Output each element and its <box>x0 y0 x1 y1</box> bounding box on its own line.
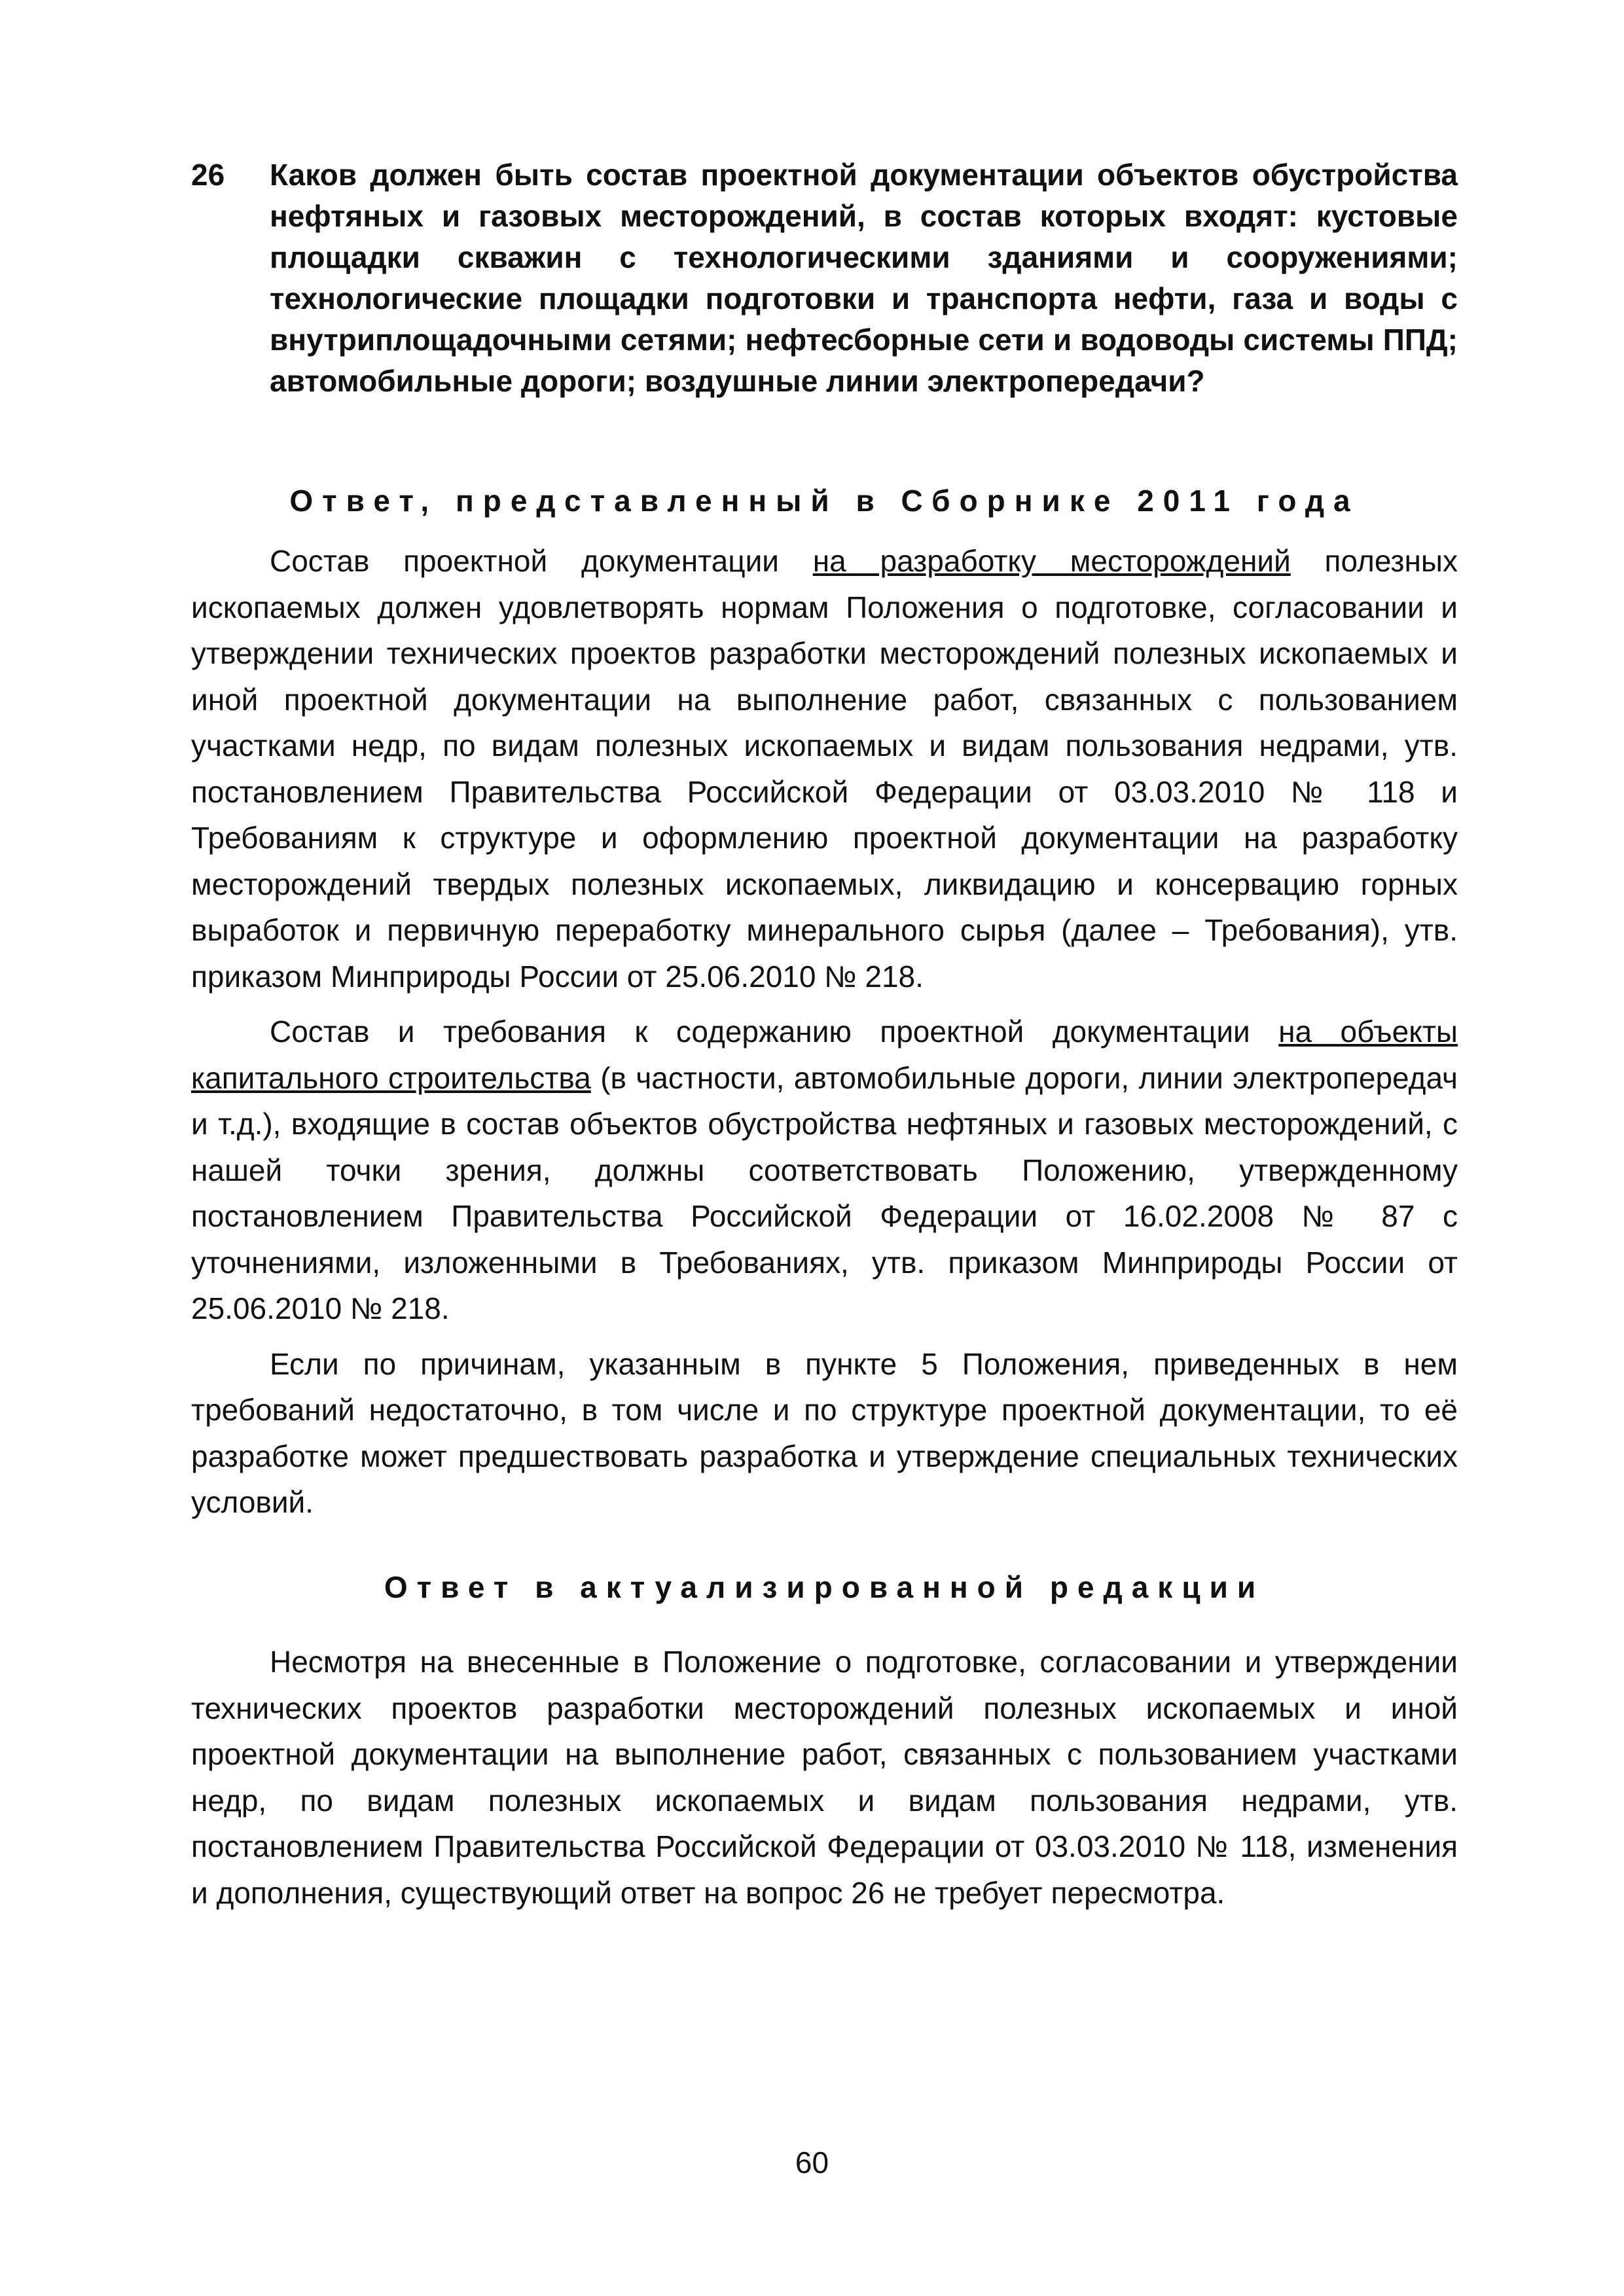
question-text: Каков должен быть состав проектной документации объектов обустройства нефтяных и газовых месторождений, в состав которых входят: кустовые площадки скважин с технологическими зданиями и сооружениями; технологические площадки подготовки и транспорта нефти, газа и воды с внутриплощадочными сетями; нефтесборные сети и водоводы системы ППД; автомобильные дороги; воздушные линии электропередачи? <box>270 158 1458 398</box>
paragraph <box>191 1009 1458 1332</box>
question-block <box>191 154 1458 402</box>
paragraph-text: полезных ископаемых должен удовлетворять нормам Положения о подготовке, согласовании и утверждении технических проектов разработки месторождений полезных ископаемых и иной проектной документации на выполнение работ, связанных с пользованием участками недр, по видам полезных ископаемых и видам пользования недрами, утв. постановлением Правительства Российской Федерации от 03.03.2010 № 118 и Требованиям к структуре и оформлению проектной документации на разработку месторождений твердых полезных ископаемых, ликвидацию и консервацию горных выработок и первичную переработку минерального сырья (далее – Требования), утв. приказом Минприроды России от 25.06.2010 № 218. <box>191 544 1458 994</box>
page-number: 60 <box>795 2145 829 2179</box>
underlined-phrase: на разработку месторождений <box>812 544 1291 578</box>
section-heading-updated: Ответ в актуализированной редакции <box>384 1570 1265 1604</box>
paragraph-text: Состав проектной документации <box>270 544 813 578</box>
paragraph <box>191 538 1458 999</box>
section-body-2011 <box>191 538 1458 1535</box>
section-body-updated <box>191 1639 1458 1925</box>
paragraph: Несмотря на внесенные в Положение о подготовке, согласовании и утверждении технических проектов разработки месторождений полезных ископаемых и иной проектной документации на выполнение работ, связанных с пользованием участками недр, по видам полезных ископаемых и видам пользования недрами, утв. постановлением Правительства Российской Федерации от 03.03.2010 № 118, изменения и дополнения, существующий ответ на вопрос 26 не требует пересмотра. <box>191 1645 1458 1910</box>
underlined-phrase: на объекты капитального строительства <box>191 1014 1458 1095</box>
paragraph: Если по причинам, указанным в пункте 5 Положения, приведенных в нем требований недостаточно, в том числе и по структуре проектной документации, то её разработке может предшествовать разработка и утверждение специальных технических условий. <box>191 1346 1458 1519</box>
question-number: 26 <box>191 158 225 192</box>
section-heading-2011: Ответ, представленный в Сборнике 2011 года <box>289 484 1360 518</box>
paragraph-text: (в частности, автомобильные дороги, линии электропередач и т.д.), входящие в состав объектов обустройства нефтяных и газовых месторождений, с нашей точки зрения, должны соответствовать Положению, утвержденному постановлением Правительства Российской Федерации от 16.02.2008 № 87 с уточнениями, изложенными в Требованиях, утв. приказом Минприроды России от 25.06.2010 № 218. <box>191 1060 1458 1325</box>
paragraph-text: Состав и требования к содержанию проектной документации <box>270 1014 1279 1049</box>
